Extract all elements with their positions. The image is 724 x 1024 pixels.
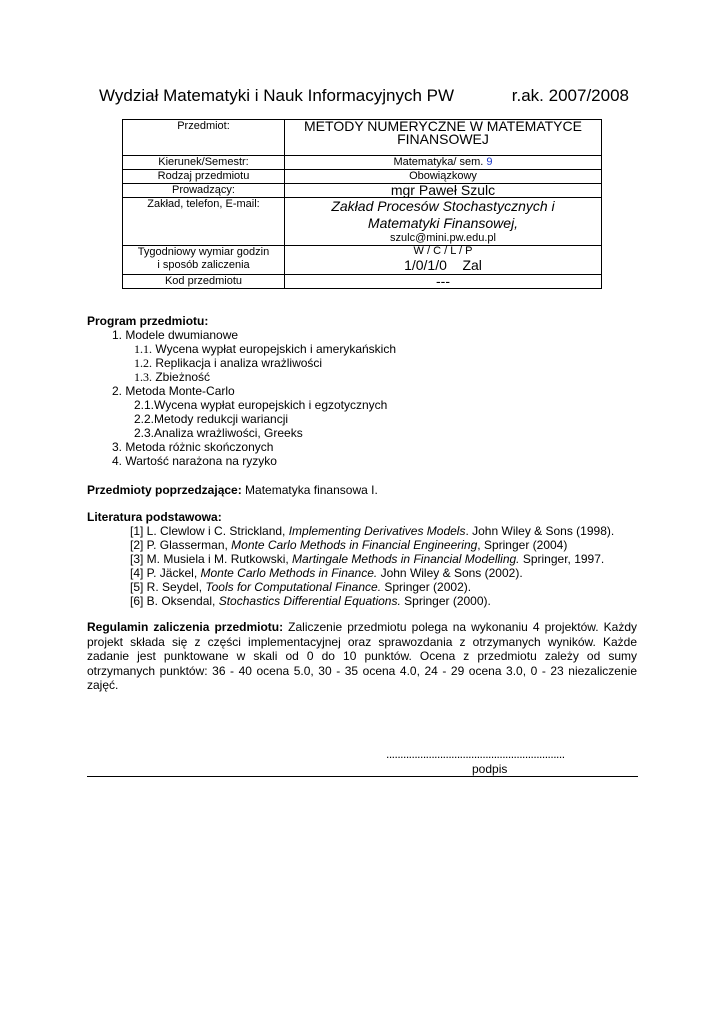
academic-year: r.ak. 2007/2008	[511, 86, 629, 105]
rules-label: Regulamin zaliczenia przedmiotu:	[87, 620, 284, 634]
bottom-rule	[87, 776, 638, 777]
table-row	[123, 275, 602, 289]
type-value: Obowiązkowy	[285, 170, 602, 184]
hours-value: 1/0/1/0 Zal	[404, 257, 482, 273]
signature-label: podpis	[472, 762, 508, 776]
list-item: [5] R. Seydel, Tools for Computational Finance. Springer (2002).	[130, 580, 472, 594]
table-row	[123, 184, 602, 198]
list-item: [1] L. Clewlow i C. Strickland, Implementing Derivatives Models. John Wiley & Sons (1998).	[130, 524, 615, 538]
code-label: Kod przedmiotu	[123, 275, 285, 289]
literature-list	[130, 524, 614, 608]
document-header	[99, 86, 629, 106]
literature-title: Literatura podstawowa:	[87, 510, 222, 524]
lecturer-value: mgr Paweł Szulc	[285, 184, 602, 198]
semester-number: 9	[486, 156, 493, 168]
list-item: 1. Modele dwumianowe	[112, 328, 239, 342]
list-item: 1.3. Zbieżność	[134, 370, 211, 384]
dept-value: Zakład Procesów Stochastycznych i Matematyki Finansowej,	[331, 198, 555, 231]
type-label: Rodzaj przedmiotu	[123, 170, 285, 184]
hours-cell	[285, 246, 602, 275]
list-item: 1.2. Replikacja i analiza wrażliwości	[134, 356, 323, 370]
list-item: [2] P. Glasserman, Monte Carlo Methods in Financial Engineering, Springer (2004)	[130, 538, 568, 552]
list-item: 2.1.Wycena wypłat europejskich i egzotycznych	[134, 398, 388, 412]
list-item: [6] B. Oksendal, Stochastics Differential Equations. Springer (2000).	[130, 594, 491, 608]
direction-cell	[285, 156, 602, 170]
program-list	[112, 328, 396, 468]
course-info-table	[122, 119, 602, 289]
list-item: 1.1. Wycena wypłat europejskich i amerykańskich	[134, 342, 396, 356]
list-item: 3. Metoda różnic skończonych	[112, 440, 274, 454]
subject-label: Przedmiot:	[123, 120, 285, 156]
list-item: [4] P. Jäckel, Monte Carlo Methods in Finance. John Wiley & Sons (2002).	[130, 566, 523, 580]
hours-head: W / C / L / P	[413, 245, 473, 257]
prereq	[87, 483, 378, 497]
direction-value: Matematyka/ sem.	[393, 156, 484, 168]
dept-label: Zakład, telefon, E-mail:	[123, 198, 285, 246]
hours-label-line2: i sposób zaliczenia	[157, 259, 250, 271]
rules-paragraph	[87, 620, 637, 693]
hours-label-line1: Tygodniowy wymiar godzin	[137, 246, 270, 258]
table-row	[123, 120, 602, 156]
dept-cell	[285, 198, 602, 246]
list-item: 2. Metoda Monte-Carlo	[112, 384, 235, 398]
lecturer-label: Prowadzący:	[123, 184, 285, 198]
hours-label	[123, 246, 285, 275]
table-row	[123, 156, 602, 170]
subject-value: METODY NUMERYCZNE W MATEMATYCE FINANSOWEJ	[285, 120, 602, 156]
list-item: 4. Wartość narażona na ryzyko	[112, 454, 277, 468]
table-row	[123, 198, 602, 246]
list-item: 2.2.Metody redukcji wariancji	[134, 412, 289, 426]
prereq-label: Przedmioty poprzedzające:	[87, 483, 242, 497]
table-row	[123, 246, 602, 275]
program-title: Program przedmiotu:	[87, 314, 209, 328]
email: szulc@mini.pw.edu.pl	[390, 232, 496, 244]
signature-line: ...............................................................	[386, 747, 565, 761]
prereq-value: Matematyka finansowa I.	[241, 483, 378, 497]
faculty-title: Wydział Matematyki i Nauk Informacyjnych PW	[99, 86, 455, 105]
list-item: 2.3.Analiza wrażliwości, Greeks	[134, 426, 303, 440]
rules-text: Zaliczenie przedmiotu polega na wykonaniu 4 projektów. Każdy projekt składa się z części implementacyjnej oraz sprawozdania z otrzymanych wyników. Każde zadanie jest punktowane w skali od 0 do 10 punktów. Ocena z przedmiotu zależy od sumy otrzymanych punktów: 36 - 40 ocena 5.0, 30 - 35 ocena 4.0, 24 - 29 ocena 3.0, 0 - 23 niezaliczenie zajęć.	[87, 620, 637, 692]
direction-label: Kierunek/Semestr:	[123, 156, 285, 170]
code-value: ---	[285, 275, 602, 289]
table-row	[123, 170, 602, 184]
list-item: [3] M. Musiela i M. Rutkowski, Martingale Methods in Financial Modelling. Springer, 1997.	[130, 552, 605, 566]
